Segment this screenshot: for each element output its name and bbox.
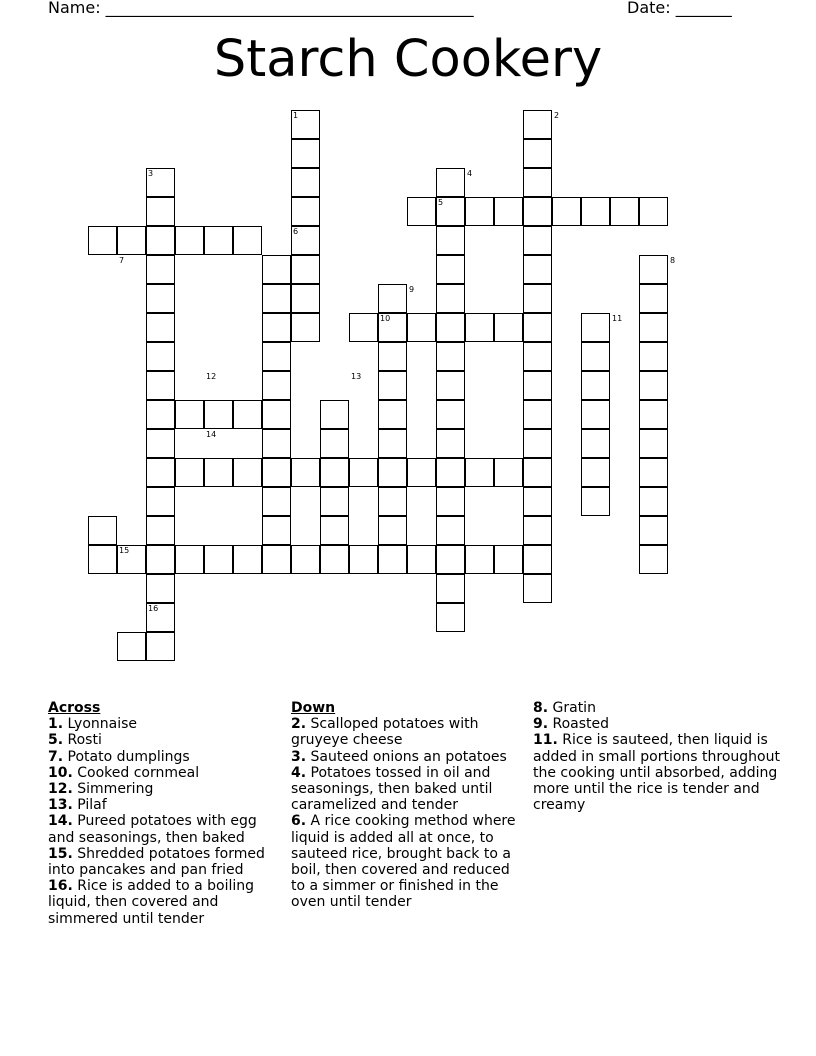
grid-cell[interactable] (320, 487, 349, 516)
grid-cell[interactable] (146, 487, 175, 516)
grid-cell[interactable] (407, 545, 436, 574)
grid-cell[interactable] (523, 516, 552, 545)
clue-item-number: 15. (48, 845, 73, 862)
grid-cell[interactable] (436, 574, 465, 603)
grid-cell[interactable] (262, 545, 291, 574)
clue-item (48, 749, 280, 765)
grid-cell[interactable] (117, 632, 146, 661)
grid-cell[interactable] (523, 574, 552, 603)
grid-cell[interactable] (523, 400, 552, 429)
clue-number: 8 (670, 256, 676, 265)
clue-item-text: Potato dumplings (63, 748, 190, 765)
across-clues (48, 700, 280, 927)
grid-cell[interactable] (175, 458, 204, 487)
clue-item-text: Rosti (63, 732, 102, 749)
clue-item-text: Gratin (548, 700, 596, 716)
grid-cell[interactable] (436, 458, 465, 487)
clue-item-number: 14. (48, 813, 73, 830)
grid-cell[interactable] (436, 371, 465, 400)
clue-item-text: Rice is sauteed, then liquid is added in small portions throughout the cooking until absorbed, adding more until the rice is tender and creamy (533, 732, 780, 814)
clue-item (291, 813, 523, 910)
grid-cell[interactable] (581, 197, 610, 226)
grid-cell[interactable] (146, 574, 175, 603)
clue-item (48, 878, 280, 927)
clue-number: 1 (293, 111, 299, 120)
clue-number: 7 (119, 256, 125, 265)
clue-item-text: Pilaf (72, 797, 107, 814)
clue-number: 10 (380, 314, 391, 323)
grid-cell[interactable] (436, 255, 465, 284)
grid-cell[interactable] (146, 516, 175, 545)
clue-item-number: 11. (533, 732, 558, 749)
grid-cell[interactable] (639, 284, 668, 313)
grid-cell[interactable] (146, 632, 175, 661)
grid-cell[interactable] (378, 429, 407, 458)
grid-cell[interactable] (146, 545, 175, 574)
grid-cell[interactable] (262, 255, 291, 284)
clue-item-text: Roasted (548, 716, 610, 733)
clue-number: 4 (467, 169, 473, 178)
clue-item-text: Potatoes tossed in oil and seasonings, then baked until caramelized and tender (291, 764, 493, 814)
grid-cell[interactable] (233, 458, 262, 487)
grid-cell[interactable] (581, 400, 610, 429)
grid-cell[interactable] (88, 226, 117, 255)
grid-cell[interactable] (349, 313, 378, 342)
grid-cell[interactable] (378, 545, 407, 574)
grid-cell[interactable] (436, 400, 465, 429)
clue-item-number: 6. (291, 813, 307, 830)
grid-cell[interactable] (523, 197, 552, 226)
clue-number: 14 (206, 430, 217, 439)
grid-cell[interactable] (523, 429, 552, 458)
grid-cell[interactable] (523, 458, 552, 487)
clue-item (533, 732, 783, 813)
clue-item (48, 797, 280, 813)
grid-cell[interactable] (233, 400, 262, 429)
clue-number: 12 (206, 372, 217, 381)
grid-cell[interactable] (146, 458, 175, 487)
grid-cell[interactable] (436, 487, 465, 516)
grid-cell[interactable] (436, 284, 465, 313)
grid-cell[interactable] (407, 197, 436, 226)
down-heading: Down (291, 700, 336, 716)
clue-number: 2 (554, 111, 560, 120)
grid-cell[interactable] (117, 226, 146, 255)
grid-cell[interactable] (523, 487, 552, 516)
grid-cell[interactable] (204, 458, 233, 487)
grid-cell[interactable] (523, 226, 552, 255)
grid-cell[interactable] (378, 458, 407, 487)
date-field-label: Date: _______ (627, 0, 732, 17)
grid-cell[interactable] (494, 545, 523, 574)
clue-item-number: 16. (48, 878, 73, 895)
grid-cell[interactable] (378, 400, 407, 429)
grid-cell[interactable] (262, 284, 291, 313)
grid-cell[interactable] (436, 603, 465, 632)
grid-cell[interactable] (262, 342, 291, 371)
clue-item (48, 716, 280, 732)
clue-item-number: 7. (48, 748, 64, 765)
grid-cell[interactable] (581, 487, 610, 516)
grid-cell[interactable] (262, 516, 291, 545)
grid-cell[interactable] (639, 516, 668, 545)
grid-cell[interactable] (320, 516, 349, 545)
grid-cell[interactable] (291, 313, 320, 342)
clue-number: 16 (148, 604, 159, 613)
grid-cell[interactable] (436, 313, 465, 342)
grid-cell[interactable] (378, 516, 407, 545)
clue-number: 13 (351, 372, 362, 381)
grid-cell[interactable] (639, 371, 668, 400)
grid-cell[interactable] (378, 284, 407, 313)
grid-cell[interactable] (581, 429, 610, 458)
grid-cell[interactable] (436, 429, 465, 458)
grid-cell[interactable] (523, 139, 552, 168)
clue-item-number: 2. (291, 716, 307, 733)
grid-cell[interactable] (146, 313, 175, 342)
grid-cell[interactable] (523, 284, 552, 313)
grid-cell[interactable] (407, 458, 436, 487)
clue-item (48, 846, 280, 878)
grid-cell[interactable] (233, 226, 262, 255)
clue-item-number: 1. (48, 716, 64, 733)
clue-item-number: 10. (48, 764, 73, 781)
clue-item-number: 8. (533, 700, 549, 716)
clue-item-number: 12. (48, 781, 73, 798)
clue-item-text: Pureed potatoes with egg and seasonings, then baked (48, 813, 257, 846)
grid-cell[interactable] (639, 487, 668, 516)
grid-cell[interactable] (639, 313, 668, 342)
grid-cell[interactable] (494, 313, 523, 342)
grid-cell[interactable] (146, 197, 175, 226)
clue-item-number: 9. (533, 716, 549, 733)
grid-cell[interactable] (378, 487, 407, 516)
clue-item-text: Lyonnaise (63, 716, 137, 733)
grid-cell[interactable] (204, 226, 233, 255)
grid-cell[interactable] (639, 255, 668, 284)
clue-item (533, 716, 783, 732)
clue-number: 3 (148, 169, 154, 178)
clue-item (48, 765, 280, 781)
page-title: Starch Cookery (213, 30, 603, 89)
grid-cell[interactable] (262, 458, 291, 487)
grid-cell[interactable] (523, 313, 552, 342)
grid-cell[interactable] (320, 458, 349, 487)
grid-cell[interactable] (523, 168, 552, 197)
clue-item-text: A rice cooking method where liquid is added all at once, to sauteed rice, brought back to a boil, then covered and reduced to a simmer or finished in the oven until tender (291, 813, 516, 911)
grid-cell[interactable] (494, 197, 523, 226)
clue-number: 9 (409, 285, 415, 294)
clue-item (533, 700, 783, 716)
grid-cell[interactable] (291, 284, 320, 313)
grid-cell[interactable] (436, 168, 465, 197)
clue-item (48, 813, 280, 845)
grid-cell[interactable] (523, 371, 552, 400)
grid-cell[interactable] (407, 313, 436, 342)
down-clues-continued (533, 700, 783, 813)
grid-cell[interactable] (610, 197, 639, 226)
grid-cell[interactable] (465, 458, 494, 487)
clue-item (48, 732, 280, 748)
grid-cell[interactable] (146, 226, 175, 255)
clue-item-text: Sauteed onions an potatoes (306, 748, 507, 765)
down-clues (291, 700, 523, 911)
grid-cell[interactable] (494, 458, 523, 487)
clue-item (291, 765, 523, 814)
clue-item-text: Shredded potatoes formed into pancakes and pan fried (48, 845, 265, 879)
clue-number: 11 (612, 314, 623, 323)
grid-cell[interactable] (175, 226, 204, 255)
grid-cell[interactable] (146, 342, 175, 371)
grid-cell[interactable] (378, 342, 407, 371)
clue-number: 6 (293, 227, 299, 236)
clue-item-text: Rice is added to a boiling liquid, then covered and simmered until tender (48, 878, 254, 927)
grid-cell[interactable] (291, 545, 320, 574)
grid-cell[interactable] (233, 545, 262, 574)
grid-cell[interactable] (204, 400, 233, 429)
grid-cell[interactable] (262, 371, 291, 400)
grid-cell[interactable] (523, 342, 552, 371)
clue-item-text: Scalloped potatoes with gruyeye cheese (291, 716, 479, 749)
clue-item (48, 781, 280, 797)
grid-cell[interactable] (465, 197, 494, 226)
grid-cell[interactable] (523, 545, 552, 574)
grid-cell[interactable] (88, 516, 117, 545)
grid-cell[interactable] (291, 197, 320, 226)
grid-cell[interactable] (581, 313, 610, 342)
grid-cell[interactable] (581, 458, 610, 487)
grid-cell[interactable] (146, 284, 175, 313)
grid-cell[interactable] (291, 168, 320, 197)
grid-cell[interactable] (639, 342, 668, 371)
across-heading: Across (48, 700, 101, 716)
grid-cell[interactable] (146, 429, 175, 458)
grid-cell[interactable] (291, 458, 320, 487)
grid-cell[interactable] (320, 545, 349, 574)
grid-cell[interactable] (378, 371, 407, 400)
clue-item-number: 5. (48, 732, 64, 749)
grid-cell[interactable] (146, 400, 175, 429)
grid-cell[interactable] (262, 429, 291, 458)
grid-cell[interactable] (320, 429, 349, 458)
clue-number: 5 (438, 198, 444, 207)
grid-cell[interactable] (436, 516, 465, 545)
grid-cell[interactable] (581, 342, 610, 371)
grid-cell[interactable] (146, 371, 175, 400)
clue-number: 15 (119, 546, 130, 555)
grid-cell[interactable] (349, 545, 378, 574)
grid-cell[interactable] (175, 400, 204, 429)
clue-item-text: Cooked cornmeal (72, 764, 200, 781)
grid-cell[interactable] (581, 371, 610, 400)
grid-cell[interactable] (262, 400, 291, 429)
grid-cell[interactable] (465, 313, 494, 342)
grid-cell[interactable] (639, 545, 668, 574)
grid-cell[interactable] (639, 458, 668, 487)
grid-cell[interactable] (552, 197, 581, 226)
clue-item-number: 4. (291, 764, 307, 781)
grid-cell[interactable] (639, 429, 668, 458)
grid-cell[interactable] (204, 545, 233, 574)
grid-cell[interactable] (88, 545, 117, 574)
grid-cell[interactable] (175, 545, 204, 574)
grid-cell[interactable] (291, 139, 320, 168)
grid-cell[interactable] (523, 255, 552, 284)
grid-cell[interactable] (436, 545, 465, 574)
grid-cell[interactable] (320, 400, 349, 429)
clue-item-text: Simmering (72, 781, 154, 798)
clue-item (291, 716, 523, 748)
name-field-label: Name: ______________________________________________ (48, 0, 474, 17)
clue-item-number: 3. (291, 748, 307, 765)
grid-cell[interactable] (291, 255, 320, 284)
grid-cell[interactable] (639, 400, 668, 429)
grid-cell[interactable] (146, 255, 175, 284)
clue-item (291, 749, 523, 765)
clue-item-number: 13. (48, 797, 73, 814)
grid-cell[interactable] (639, 197, 668, 226)
grid-cell[interactable] (262, 487, 291, 516)
grid-cell[interactable] (436, 342, 465, 371)
grid-cell[interactable] (262, 313, 291, 342)
grid-cell[interactable] (436, 226, 465, 255)
grid-cell[interactable] (523, 110, 552, 139)
grid-cell[interactable] (349, 458, 378, 487)
grid-cell[interactable] (465, 545, 494, 574)
